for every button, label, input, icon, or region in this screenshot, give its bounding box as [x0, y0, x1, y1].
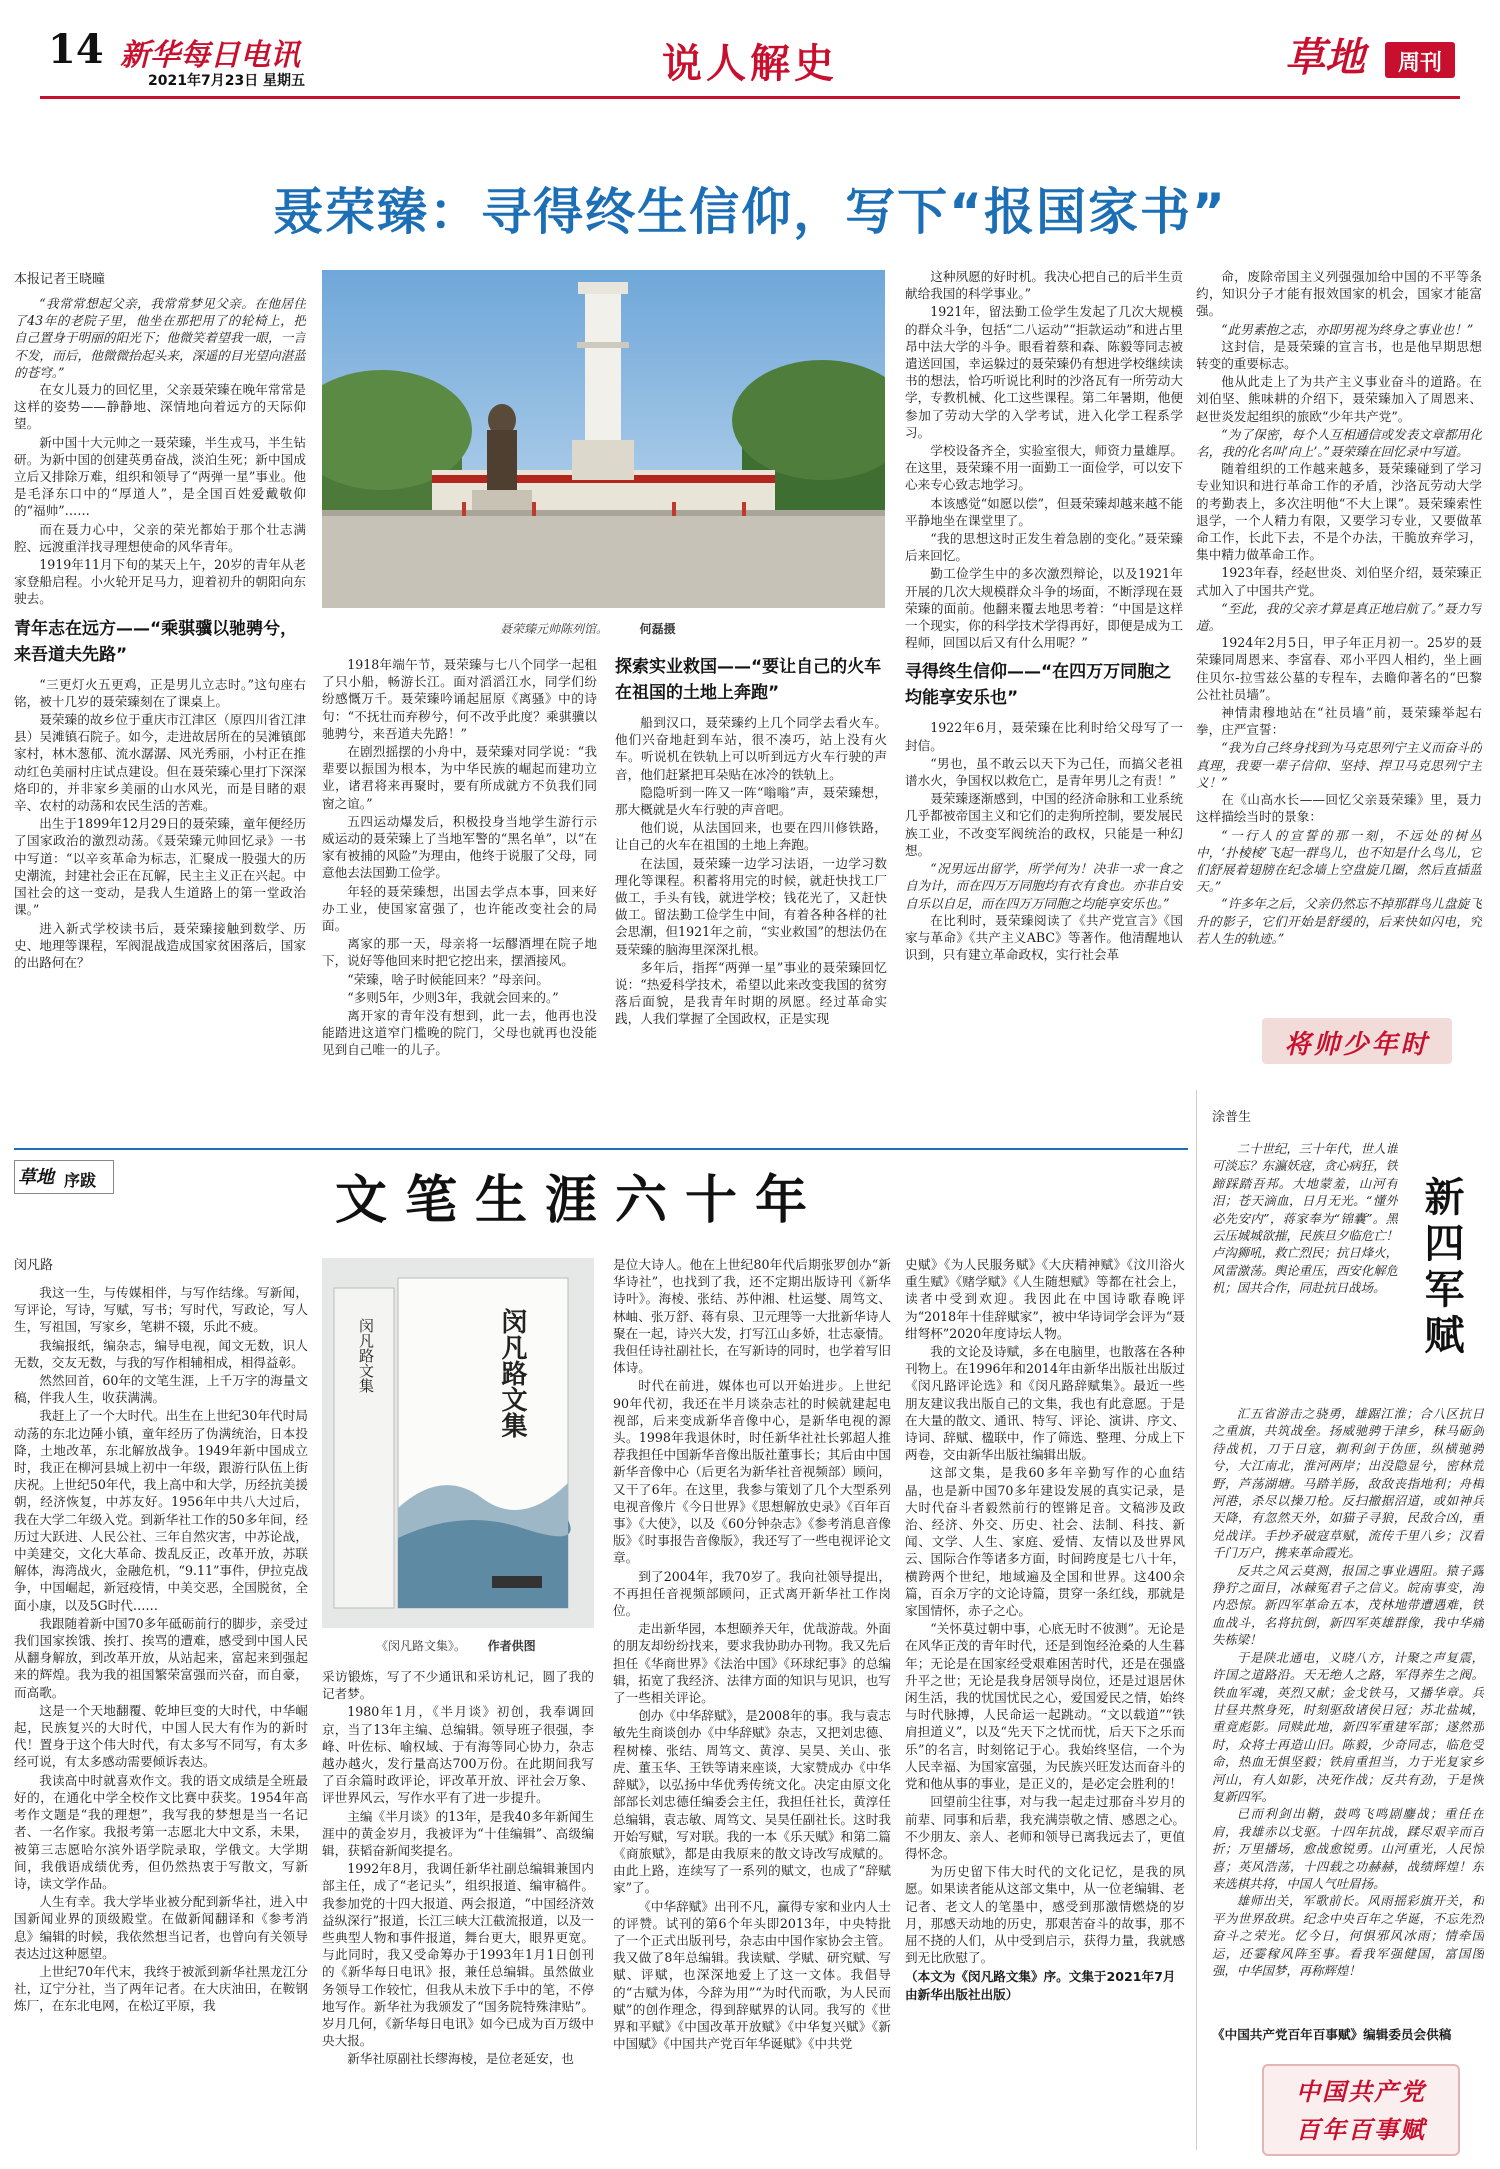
book-illustration: [322, 1258, 594, 1628]
paragraph: 人生有幸。我大学毕业被分配到新华社，进入中国新闻业界的顶级殿堂。在做新闻翻译和《参考消息》编辑的时候，我依然想当记者，也曾向有关领导表达过这种愿望。: [14, 1894, 308, 1961]
article-3-poem-top: [1212, 1140, 1398, 1405]
column-logo-tag: 序跋: [64, 1171, 97, 1190]
paragraph: 这是一个天地翻覆、乾坤巨变的大时代，中华崛起，民族复兴的大时代，中国人民大有作为的新时代！置身于这个伟大时代，有太多写不同写，有太多经可说，有太多感动需要倾诉表达。: [14, 1702, 308, 1770]
section-divider: [14, 1148, 1188, 1150]
quote: “我为自己终身找到为马克思列宁主义而奋斗的真理，我要一辈子信仰、坚持、捍卫马克思列宁主义！”: [1196, 740, 1482, 790]
paper-logo: 新华每日电讯: [120, 38, 300, 73]
paragraph: 在法国，聂荣臻一边学习法语，一边学习数理化等课程。积蓄将用完的时候，就赶快找工厂做工，手头有钱，就进学校；钱花光了，又赶快做工。留法勤工俭学生中间，有着各种各样的社会思潮，但1921年之前，“实业救国”的想法仍在聂荣臻的脑海里深深扎根。: [615, 855, 887, 957]
photo-2-caption: [376, 1637, 596, 1654]
memorial-hall-illustration: [322, 270, 885, 608]
subheading: 寻得终生信仰——“在四万万同胞之均能享安乐也”: [905, 662, 1172, 709]
photo-memorial-hall: [322, 270, 885, 608]
paragraph: 离家的那一天，母亲将一坛醪酒埋在院子地下，说好等他回来时把它挖出来，摆酒接风。: [322, 936, 597, 969]
article-3-poem-body: [1212, 1405, 1484, 2023]
section-title: 说人解史: [662, 40, 838, 87]
paragraph: 然然回首，60年的文笔生涯，上千万字的海量文稿，伴我人生，收获满满。: [14, 1373, 308, 1406]
paragraph: 五四运动爆发后，积极投身当地学生游行示威运动的聂荣臻上了当地军警的“黑名单”，以“在家有被捕的风险”为理由，他终于说服了父母，同意他去法国勤工俭学。: [322, 813, 597, 881]
quote: “至此，我的父亲才算是真正地启航了。”聂力写道。: [1196, 600, 1482, 634]
paragraph: 这部文集，是我60多年辛勤写作的心血结晶，也是新中国70多年建设发展的真实记录，是大时代奋斗者毅然前行的铿锵足音。文稿涉及政治、经济、外交、历史、社会、法制、科技、新闻、文学、人生、家庭、爱情、友情以及世界风云、国际合作等诸多方面，时间跨度是七八十年，横跨两个世纪，地域遍及全国和世界。这400余篇，百余万字的文论诗篇，贯穿一条红线，那就是家国情怀，赤子之心。: [905, 1465, 1185, 1619]
paragraph: 在剧烈摇摆的小舟中，聂荣臻对同学说：“我辈要以振国为根本，为中华民族的崛起而建功立业，诸君将来再聚时，要有所成就方不负我们同窗之谊。”: [322, 744, 597, 811]
book-cover-title: 闵凡路文集: [497, 1308, 527, 1438]
paragraph: 1919年11月下旬的某天上午，20岁的青年从老家登船启程。小火轮开足马力，迎着初升的朝阳向东驶去。: [14, 557, 306, 607]
article-3-byline: 涂普生: [1212, 1110, 1252, 1125]
paragraph: 主编《半月谈》的13年，是我40多年新闻生涯中的黄金岁月，我被评为“十佳编辑”、高级编辑，获韬奋新闻奖提名。: [322, 1808, 594, 1859]
paragraph: “多则5年，少则3年，我就会回来的。”: [347, 989, 559, 1005]
paragraph: 聂荣臻逐渐感到，中国的经济命脉和工业系统几乎都被帝国主义和它们的走狗所控制，要发展民族工业，不改变军阀统治的政权，只能是一种幻想。: [905, 791, 1183, 858]
paragraph: 隐隐听到一阵又一阵“嗡嗡”声，聂荣臻想，那大概就是火车行驶的声音吧。: [615, 784, 887, 818]
masthead-date: 2021年7月23日 星期五: [148, 73, 306, 89]
poem-paragraph: 已而利剑出鞘，鼓鸣飞鸣剧鏖战；重任在肩，我雄赤以戈驱。十四年抗战，蹂尽艰辛而百折；万里播场，愈战愈锐勇。山河重光，人民惊喜；英风浩荡，十四载之功赫赫，战绩辉煌！东来选棋共将，中国人气吐眉扬。: [1212, 1806, 1484, 1891]
paragraph: 是位大诗人。他在上世纪80年代后期张罗创办“新华诗社”，也找到了我，还不定期出版诗刊《新华诗叶》。海棱、张结、苏仲湘、杜运燮、周笃文、林岫、张万舒、蒋有泉、卫元理等一大批新华诗人聚在一起，诗兴大发，打写江山多娇，壮志豪情。我但任诗社副社长，在写新诗的同时，也学着写旧体诗。: [613, 1257, 891, 1376]
paragraph: 随着组织的工作越来越多，聂荣臻碰到了学习专业知识和进行革命工作的矛盾，沙洛瓦劳动大学的考勤表上，多次注明他“不大上课”。聂荣臻索性退学，一个人精力有限，又要学习专业，又要做革命工作，长此下去，不是个办法，干脆放弃学习，集中精力做革命工作。: [1196, 461, 1482, 563]
paragraph: 我这一生，与传媒相伴，与写作结缘。写新闻，写评论，写诗，写赋，写书；写时代，写政论，写人生，写祖国，写家乡，笔耕不辍，乐此不疲。: [14, 1285, 308, 1335]
paragraph: 出生于1899年12月29日的聂荣臻，童年便经历了国家政治的激烈动荡。《聂荣臻元帅回忆录》一书中写道：“以辛亥革命为标志，汇聚成一股强大的历史潮流，封建社会正在瓦解，民主主义正在兴起。中国社会的这一变动，是我人生道路上的第一堂政治课。”: [14, 816, 306, 918]
quote: “为了保密，每个人互相通信或发表文章都用化名，我的化名叫‘向上’。”聂荣臻在回忆录中写道。: [1196, 426, 1482, 460]
article-1-title: 聂荣臻：寻得终生信仰，写下“报国家书”: [273, 183, 1227, 241]
paragraph: 年轻的聂荣臻想，出国去学点本事，回来好办工业，使国家富强了，也许能改变社会的局面。: [322, 883, 597, 934]
paragraph: 进入新式学校读书后，聂荣臻接触到数学、历史、地理等课程，军阀混战造成国家贫困落后，国家的出路何在？: [14, 920, 306, 970]
column-logo-mark: 草地: [18, 1167, 54, 1188]
paragraph: 创办《中华辞赋》，是2008年的事。我与袁志敏先生商谈创办《中华辞赋》杂志，又把刘忠德、程树榛、张结、周笃文、黄淳、吴昊、关山、张虎、董玉华、王铁等请来座谈，大家赞成办《中华辞赋》，以弘扬中华优秀传统文化。决定由原文化部部长刘忠德任编委会主任，我担任社长，黄淳任总编辑，袁志敏、周笃文、吴昊任副社长。这时我开始写赋，写对联。我的一本《乐天赋》和第二篇《商旅赋》，都是由我原来的散文诗改写成赋的。由此上路，连续写了一系列的赋文，也成了“辞赋家”了。: [613, 1708, 891, 1896]
poem-paragraph: 反共之风云莫测，报国之事业遇阻。猿子露狰狞之面目，冰棘冤君子之信义。皖南事变，海内恐惊。新四军革命五本，茂林地带遭遇难，铁血战斗，名将抗倒，新四军英雄群像，我中华痛失栋梁！: [1212, 1562, 1484, 1648]
article-1-col-1: [14, 268, 306, 1134]
article-1-col-2: [322, 656, 597, 1142]
quote: “许多年之后，父亲仍然忘不掉那群鸟儿盘旋飞升的影子，它们开始是舒缓的，后来快如闪电，究若人生的轨迹。”: [1196, 896, 1482, 946]
paragraph: 这封信，是聂荣臻的宣言书，也是他早期思想转变的重要标志。: [1196, 338, 1482, 372]
article-1-col-5: [1196, 268, 1482, 1018]
article-2-byline: 闵凡路: [14, 1258, 54, 1273]
paragraph: 他们说，从法国回来，也要在四川修铁路，让自己的火车在祖国的土地上奔跑。: [615, 820, 887, 853]
paragraph: 我跟随着新中国70多年砥砺前行的脚步，亲受过我们国家挨饿、挨打、挨骂的遭难，感受到中国人民从翻身解放，到改革开放，从站起来，富起来到强起来的辉煌。我为我的祖国繁荣富强而兴奋，而自豪，而高歌。: [14, 1615, 308, 1700]
centenary-stamp-line-1: 中国共产党: [1296, 2077, 1426, 2106]
paragraph: 我读高中时就喜欢作文。我的语文成绩是全班最好的，在通化中学全校作文比赛中获奖。1954年高考作文题是“我的理想”，我写我的梦想是当一名记者、一名作家。我报考第一志愿北大中文系，未果，被第三志愿哈尔滨外语学院录取，学俄文。大学期间，我俄语成绩优秀，但仍然热衷于写散文，写新诗，读文学作品。: [14, 1772, 308, 1891]
article-2-col-2: [322, 1668, 594, 2164]
page-number: 14: [48, 26, 104, 73]
paragraph: 史赋》《为人民服务赋》《大庆精神赋》《汶川浴火重生赋》《赌学赋》《人生随想赋》等都在社会上，读者中受到欢迎。我因此在中国诗歌春晚评为“2018年十佳辞赋家”，被中华诗词学会评为“聂绀弩杯”2020年度诗坛人物。: [905, 1257, 1185, 1341]
subheading: 探索实业救国——“要让自己的火车在祖国的土地上奔跑”: [615, 657, 882, 703]
paragraph: 这种夙愿的好时机。我决心把自己的后半生贡献给我国的科学事业。”: [905, 269, 1183, 302]
paragraph: 1922年6月，聂荣臻在比利时给父母写了一封信。: [905, 720, 1183, 753]
paragraph: “关怀莫过朝中事，心底无时不彼测”。无论是在风华正茂的青年时代，还是到饱经沧桑的人生暮年；无论是在国家经受艰难困苦时代，还是在强盛升平之世；无论是我身居领导岗位，还是过退居休闲生活，我的忧国忧民之心，爱国爱民之情，始终与时代脉搏，人民命运一起跳动。“文以载道”“铁肩担道义”，以及“先天下之忧而忧，后天下之乐而乐”的名言，时刻铭记于心。我始终坚信，一个为人民幸福、为国家富强，为民族兴旺发达而奋斗的党和他从事的事业，是正义的，是必定会胜利的！: [905, 1621, 1185, 1792]
paragraph: 命，废除帝国主义列强强加给中国的不平等条约，知识分子才能有报效国家的机会，国家才能富强。: [1196, 269, 1482, 319]
paragraph: 回望前尘往事，对与我一起走过那奋斗岁月的前辈、同事和后辈，我充满崇敬之情、感恩之心。不少朋友、亲人、老师和领导已离我远去了，更值得怀念。: [905, 1794, 1185, 1861]
article-2-col-1: [14, 1284, 308, 2164]
article-3-title: 新四军赋: [1418, 1176, 1465, 1360]
paragraph: 而在聂力心中，父亲的荣光都始于那个壮志满腔、远渡重洋找寻理想使命的风华青年。: [14, 521, 306, 554]
paragraph: 时代在前进，媒体也可以开始进步。上世纪90年代初，我还在半月谈杂志社的时候就建起电视部，后来变成新华音像中心，是新华电视的源头。1998年我退休时，时任新华社社长郭超人推荐我担任中国新华音像出版社董事长；其后由中国新华音像中心（后更名为新华社音视频部）顾问，又干了6年。在这里，我参与策划了几个大型系列电视音像片《今日世界》《思想解放史录》《百年百事》《大使》，以及《60分钟杂志》《参考消息音像版》《时事报告音像版》，我还写了一些电视评论文章。: [613, 1378, 891, 1566]
photo-2-caption-text: 《闵凡路文集》。: [376, 1639, 467, 1653]
paragraph: 我赶上了一个大时代。出生在上世纪30年代时局动荡的东北边陲小镇，童年经历了伪满统治，日本投降，土地改革，东北解放战争。1949年新中国成立时，我正在柳河县城上初中一年级，跟游行队伍上街庆祝。上世纪50年代，我上高中和大学，历经抗美援朝，经济恢复，中苏友好。1956年中共八大过后，我在大学二年级入党。到新华社工作的50多年间，经历过大跃进、人民公社、三年自然灾害，中苏论战，中美建交，文化大革命、拨乱反正，改革开放，苏联解体，海湾战火，金融危机，“9.11”事件，伊拉克战争，中国崛起，新冠疫情，中美交恶，全国脱贫，全面小康，以及5G时代……: [14, 1408, 308, 1613]
masthead-rule: [40, 96, 1460, 99]
article-2-col-3: [613, 1256, 891, 2164]
paragraph: 新华社原副社长缪海棱，是位老延安，也: [347, 2051, 574, 2067]
article-1-col-3: [615, 654, 887, 1142]
paragraph: 我编报纸，编杂志，编导电视，闻文无数，识人无数，交友无数，与我的写作相辅相成，相得益彰。: [14, 1337, 308, 1370]
paragraph: 新中国十大元帅之一聂荣臻，半生戎马，半生钻研。为新中国的创建英勇奋战，淡泊生死；新中国成立后又排除万难，组织和领导了“两弹一星”事业。他是毛泽东口中的“厚道人”，是全国百姓爱戴敬仰的“福帅”……: [14, 434, 306, 519]
quote: “况男远出留学，所学何为！决非一求一食之自为计，而在四万万同胞均有衣有食也。亦非自安自乐以自足，而在四万万同胞之均能享安乐也。”: [905, 861, 1183, 911]
paragraph: 离开家的青年没有想到，此一去，他再也没能踏进这道窄门槛晚的院门，父母也就再也没能见到自己唯一的儿子。: [322, 1008, 597, 1058]
paragraph: 神情肃穆地站在“社员墙”前，聂荣臻举起右拳，庄严宣誓：: [1196, 705, 1482, 738]
paragraph: 在女儿聂力的回忆里，父亲聂荣臻在晚年常常是这样的姿势——静静地、深情地向着远方的天际仰望。: [14, 382, 306, 432]
photo-2-credit: 作者供图: [487, 1639, 536, 1653]
photo-book-collection: [322, 1258, 594, 1628]
paragraph: 勤工俭学生中的多次激烈辩论，以及1921年开展的几次大规模群众斗争的场面，不断浮现在聂荣臻的面前。他翻来覆去地思考着：“中国是这样一个现实，你的科学技术学得再好，即便是成为工程师，回国以后又有什么用呢？”: [905, 566, 1183, 651]
paragraph: “男也，虽不敢云以天下为己任，而搞父老祖谱水火，争国权以救危亡，是青年男儿之有责！”: [905, 755, 1183, 789]
article-1-byline: 本报记者王晓曈: [14, 272, 106, 287]
paragraph: 《中华辞赋》出刊不凡，赢得专家和业内人士的评赞。试刊的第6个年头即2013年，中央特批了一个正式出版刊号，杂志由中国作家协会主管。我又做了8年总编辑。我读赋、学赋、研究赋、写赋、评赋，也深深地爱上了这一文体。我倡导的“古赋为体，今辞为用”“为时代而歌，为人民而赋”的创作理念，得到辞赋界的认同。我写的《世界和平赋》《中国改革开放赋》《中华复兴赋》《新中国赋》《中国共产党百年华诞赋》《中共党: [613, 1898, 891, 2052]
photo-1-credit: 何磊摄: [639, 622, 676, 636]
masthead: [0, 0, 1500, 105]
paragraph: 1992年8月，我调任新华社副总编辑兼国内部主任，成了“老记头”，组织报道、编审稿件。我参加党的十四大报道、两会报道，“中国经济效益纵深行”报道，长江三峡大江截流报道，以及一些典型人物和事件报道，舞台更大，眼界更宽。与此同时，我又受命筹办于1993年1月1日创刊的《新华每日电讯》报，兼任总编辑。虽然做业务领导工作较忙，但我从未放下手中的笔，不停地写作。新华社为我颁发了“国务院特殊津贴”。岁月几何，《新华每日电讯》如今已成为百万级中央大报。: [322, 1861, 594, 2049]
subheading: 青年志在远方——“乘骐骥以驰骋兮，来吾道夫先路”: [14, 618, 298, 665]
poem-paragraph: 于是陕北通电，义晓八方，计聚之声复震，许国之道路沿。天无绝人之路，军得养生之阀。铁血军魂，英烈又献；金戈铁马，又播华章。兵甘昼共熬身死，时刻驱敌诸侯日冠；苏北盐城，重竟彪影。同赎此地，新四军重建军部；遂然那时，众将士再造山旧。陈毅，少奇同志，临危受命，热血无惧坚毅；铁肩重担当，力于光复家乡河山，有人如影，决死作战；反共有劲，于是恢复新四军。: [1212, 1649, 1484, 1804]
paragraph: 为历史留下伟大时代的文化记忆，是我的夙愿。如果读者能从这部文集中，从一位老编辑、老记者、老文人的笔墨中，感受到那激情燃烧的岁月，那感天动地的历史，那艰苦奋斗的故事，那不屈不挠的人们，从中受到启示，获得力量，我就感到无比欣慰了。: [905, 1864, 1185, 1966]
paragraph: 上世纪70年代末，我终于被派到新华社黑龙江分社，辽宁分社，当了两年记者。在大庆油田，在鞍钢炼厂，在东北电网，在松辽平原，我: [14, 1963, 308, 2014]
centenary-stamp-line-2: 百年百事赋: [1296, 2115, 1426, 2144]
paragraph: 本该感觉“如愿以偿”，但聂荣臻却越来越不能平静地坐在课堂里了。: [905, 495, 1183, 528]
paragraph: 采访锻炼，写了不少通讯和采访札记，圆了我的记者梦。: [322, 1669, 594, 1702]
paragraph: 他从此走上了为共产主义事业奋斗的道路。在刘伯坚、熊味耕的介绍下，聂荣臻加入了周恩来、赵世炎发起组织的旅欧“少年共产党”。: [1196, 374, 1482, 424]
paragraph: 在比利时，聂荣臻阅读了《共产党宣言》《国家与革命》《共产主义ABC》等著作。他清醒地认识到，只有建立革命政权，实行社会革: [905, 912, 1183, 963]
paragraph: 1918年端午节，聂荣臻与七八个同学一起租了只小船，畅游长江。面对滔滔江水，同学们纷纷感慨万千。聂荣臻吟诵起屈原《离骚》中的诗句：“不抚壮而弃秽兮，何不改乎此度？乘骐骥以驰骋兮，来吾道夫先路！”: [322, 657, 597, 741]
article-2-col-4: [905, 1256, 1185, 2164]
poem-column-rule: [1196, 1090, 1197, 2150]
poem-paragraph: 雄师出关，军歌前长。风雨摇彩旗开关，和平为世界敌珙。纪念中央百年之华诞，不忘先烈奋斗之荣光。忆今日，何惧邪风冰雨；情牵国运，还霎稼风阵至事。看我军强健国，富国图强，中华国梦，再称辉煌！: [1212, 1893, 1484, 1978]
paragraph: 1921年，留法勤工俭学生发起了几次大规模的群众斗争，包括“二八运动”“拒款运动”和进占里昂中法大学的斗争。眼看着蔡和森、陈毅等同志被遣送回国，幸运躲过的聂荣臻仍有想进学校继续读书的想法，恰巧听说比利时的沙洛瓦有一所劳动大学，专教机械、化工这些课程。第二年暑期，他便参加了劳动大学的入学考试，进入化学工程系学习。: [905, 304, 1183, 440]
book-spine-title: 闵凡路文集: [357, 1318, 375, 1393]
photo-1-caption-text: 聂荣臻元帅陈列馆。: [500, 622, 609, 636]
weekly-label: 周刊: [1397, 51, 1442, 76]
paragraph: 学校设备齐全，实验室很大，师资力量雄厚。在这里，聂荣臻不用一面勤工一面俭学，可以安下心来专心致志地学习。: [905, 443, 1183, 493]
poem-paragraph: 二十世纪，三十年代，世人谁可淡忘？东瀛妖寇，贪心病狂，铁蹄踩踏吾邦。大地蒙羞，山河有泪；苍天滴血，日月无光。“懂外必先安内”，蒋家奉为“锦囊”。黑云压城城欲摧，民族旦夕临危亡！卢沟狮吼，救亡烈民；抗日烽火，风雷激荡。舆论重压，西安化解危机；国共合作，同赴抗日战场。: [1212, 1141, 1398, 1296]
quote: “一行人的宣誓的那一刻，不远处的树丛中，‘扑棱棱’飞起一群鸟儿，也不知是什么鸟儿，它们舒展着翅膀在纪念墙上空盘旋几圈，然后直插蓝天。”: [1196, 827, 1482, 895]
weekly-logo: 草地: [1285, 34, 1365, 81]
quote: “此男素抱之志，亦即男视为终身之事业也！”: [1221, 321, 1474, 337]
paragraph: 1980年1月，《半月谈》初创，我奉调回京，当了13年主编、总编辑。领导班子很强，李峰、叶佐标、喻权域、于有海等同心协力，杂志越办越火，发行量高达700万份。在此期间我写了百余篇时政评论，评改革开放、评社会万象、评世界风云，写作水平有了进一步提升。: [322, 1704, 594, 1806]
article-1-col-4: [905, 268, 1183, 1142]
paragraph: 1923年春，经赵世炎、刘伯坚介绍，聂荣臻正式加入了中国共产党。: [1196, 565, 1482, 598]
paragraph: 1924年2月5日，甲子年正月初一。25岁的聂荣臻同周恩来、李富春、邓小平四人相约，坐上画住贝尔-拉雪兹公墓的专程车，去瞻仰著名的“巴黎公社社员墙”。: [1196, 635, 1482, 702]
paragraph: 在《山高水长——回忆父亲聂荣臻》里，聂力这样描绘当时的景象：: [1196, 792, 1482, 825]
paragraph: 多年后，指挥“两弹一星”事业的聂荣臻回忆说：“热爱科学技术，希望以此来改变我国的贫穷落后面貌，是我青年时期的夙愿。经过革命实践，人我们掌握了全国政权，正是实现: [615, 959, 887, 1027]
paragraph: “三更灯火五更鸡，正是男儿立志时。”这句座右铭，被十几岁的聂荣臻刻在了课桌上。: [14, 676, 306, 709]
article-2-title: 文笔生涯六十年: [334, 1170, 825, 1231]
poem-paragraph: 汇五省游击之骁勇，雄踞江淮；合八区抗日之重旗，共筑战垒。扬威驰骋于津乡，秣马砺剑待战机，刀于日寇，剃利剑于伪匪，纵横驰骋兮，大江南北，淮河两岸；出没隐显兮，密林荒野，芦荡湖塘。马踏羊肠，敌敌丧指地利；舟楫河港，杀尽以操刀枪。反扫撤据沼道，或如神兵天降，有忽然天外，如猫子寻狼，民敌合凶，重兑战详。手抄矛破寇草赋，流传千里八乡；汉看千门万户，携来革命霞光。: [1212, 1406, 1484, 1561]
article-1-intro: “我常常想起父亲，我常常梦见父亲。在他居住了43年的老院子里，他坐在那把用了的轮椅上，把自己置身于明丽的阳光下；他微笑着望我一眼，一言不发，而后，他微微抬起头来，深遥的目光望向湛蓝的苍穹。”: [14, 296, 306, 380]
paragraph: 船到汉口，聂荣臻约上几个同学去看火车。他们兴奋地赶到车站，很不凑巧，站上没有火车。听说机在铁轨上可以听到远方火车行驶的声音，他们赶紧把耳朵贴在冰冷的铁轨上。: [615, 715, 887, 782]
paragraph: 走出新华园，本想颐养天年，优哉游哉。外面的朋友却纷纷找来，要求我协助办刊物。我又先后担任《华商世界》《法治中国》《环球纪事》的总编辑，拓宽了我经济、法律方面的知识与见识，也写了一些相关评论。: [613, 1621, 891, 1706]
article-3-credit: 《中国共产党百年百事赋》编辑委员会供稿: [1212, 2027, 1452, 2042]
paragraph: “我的思想这时正发生着急剧的变化。”聂荣臻后来回忆。: [905, 531, 1183, 564]
article-2-note: （本文为《闵凡路文集》序。文集于2021年7月由新华出版社出版）: [905, 1969, 1176, 2003]
paragraph: “荣臻，啥子时候能回来？”母亲问。: [347, 971, 549, 987]
photo-1-caption: [500, 620, 840, 637]
paragraph: 我的文论及诗赋，多在电脑里，也散落在各种刊物上。在1996年和2014年由新华出版社出版过《闵凡路评论选》和《闵凡路辞赋集》。最近一些朋友建议我出版自己的文集，我也有此意愿。于是在大量的散文、通讯、特写、评论、演讲、序文、诗词、辞赋、楹联中，作了筛选、整理、分成上下两卷，交由新华出版社编辑出版。: [905, 1344, 1185, 1463]
paragraph: 聂荣臻的故乡位于重庆市江津区（原四川省江津县）吴滩镇石院子。如今，走进故居所在的吴滩镇郎家村，林木葱郁、流水潺潺、风光秀丽，小村正在推动红色美丽村庄试点建设。但在聂荣臻心里打下深深烙印的，并非家乡美丽的山水风光，而是目睹的艰辛、农村的动荡和农民生活的苦难。: [14, 712, 306, 814]
paragraph: 到了2004年，我70岁了。我向社领导提出，不再担任音视频部顾问，正式离开新华社工作岗位。: [613, 1568, 891, 1619]
column-tag-general-youth-text: 将帅少年时: [1284, 1030, 1430, 1060]
